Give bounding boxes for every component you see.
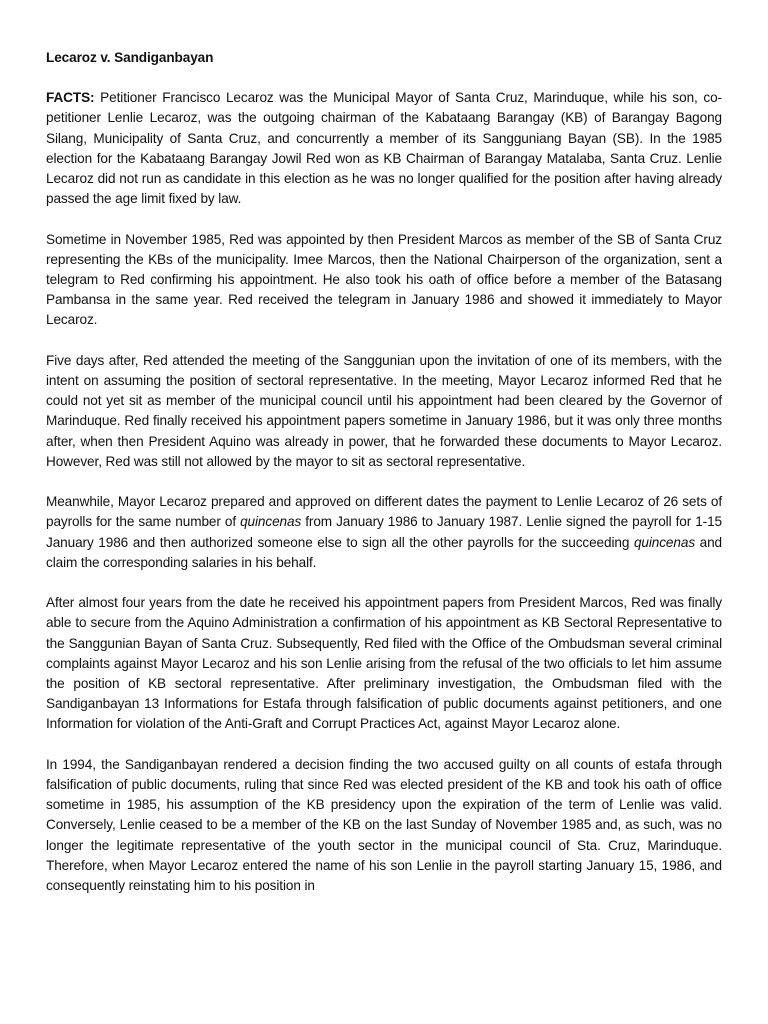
paragraph-facts: [46, 88, 722, 209]
paragraph-decision: In 1994, the Sandiganbayan rendered a decision finding the two accused guilty on all counts of estafa through falsification of public documents, ruling that since Red was elected president of the KB and took his oath of office sometime in 1985, his assumption of the KB presidency upon the expiration of the term of Lenlie was valid. Conversely, Lenlie ceased to be a member of the KB on the last Sunday of November 1985 and, as such, was no longer the legitimate representative of the youth sector in the municipal council of Sta. Cruz, Marinduque. Therefore, when Mayor Lecaroz entered the name of his son Lenlie in the payroll starting January 15, 1986, and consequently reinstating him to his position in: [46, 756, 722, 894]
document-page: [46, 48, 722, 916]
paragraph-facts-text: Petitioner Francisco Lecaroz was the Municipal Mayor of Santa Cruz, Marinduque, while his son, co-petitioner Lenlie Lecaroz, was the outgoing chairman of the Kabataang Barangay (KB) of Barangay Bagong Silang, Municipality of Santa Cruz, and concurrently a member of its Sangguniang Bayan (SB). In the 1985 election for the Kabataang Barangay Jowil Red won as KB Chairman of Barangay Matalaba, Santa Cruz. Lenlie Lecaroz did not run as candidate in this election as he was no longer qualified for the position after having already passed the age limit fixed by law.: [46, 90, 722, 207]
paragraph-meeting: Five days after, Red attended the meeting of the Sanggunian upon the invitation of one of its members, with the intent on assuming the position of sectoral representative. In the meeting, Mayor Lecaroz informed Red that he could not yet sit as member of the municipal council until his appointment had been cleared by the Governor of Marinduque. Red finally received his appointment papers sometime in January 1986, but it was only three months after, when then President Aquino was already in power, that he forwarded these documents to Mayor Lecaroz. However, Red was still not allowed by the mayor to sit as sectoral representative.: [46, 352, 722, 469]
payrolls-text-b: from January 1986 to January 1987. Lenlie signed the payroll for 1-15 January 1986 and then authorized someone else to sign all the other payrolls for the succeeding: [46, 514, 723, 550]
paragraph-appointment: Sometime in November 1985, Red was appointed by then President Marcos as member of the SB of Santa Cruz representing the KBs of the municipality. Imee Marcos, then the National Chairperson of the organization, sent a telegram to Red confirming his appointment. He also took his oath of office before a member of the Batasang Pambansa in the same year. Red received the telegram in January 1986 and showed it immediately to Mayor Lecaroz.: [46, 231, 722, 328]
payrolls-quincenas-2: quincenas: [633, 534, 696, 550]
paragraph-ombudsman: After almost four years from the date he received his appointment papers from President Marcos, Red was finally able to secure from the Aquino Administration a confirmation of his appointment as KB Sectoral Representative to the Sanggunian Bayan of Santa Cruz. Subsequently, Red filed with the Office of the Ombudsman several criminal complaints against Mayor Lecaroz and his son Lenlie arising from the refusal of the two officials to let him assume the position of KB sectoral representative. After preliminary investigation, the Ombudsman filed with the Sandiganbayan 13 Informations for Estafa through falsification of public documents against petitioners, and one Information for violation of the Anti-Graft and Corrupt Practices Act, against Mayor Lecaroz alone.: [46, 595, 722, 732]
facts-label: FACTS:: [46, 90, 95, 106]
payrolls-text-c: and claim the corresponding salaries in his behalf.: [46, 534, 723, 570]
payrolls-quincenas-1: quincenas: [240, 514, 302, 530]
payrolls-text-a: Meanwhile, Mayor Lecaroz prepared and approved on different dates the payment to Lenlie Lecaroz of 26 sets of payrolls for the same number of: [46, 494, 722, 530]
paragraph-payrolls: [46, 492, 722, 573]
document-title: Lecaroz v. Sandiganbayan: [46, 50, 214, 65]
